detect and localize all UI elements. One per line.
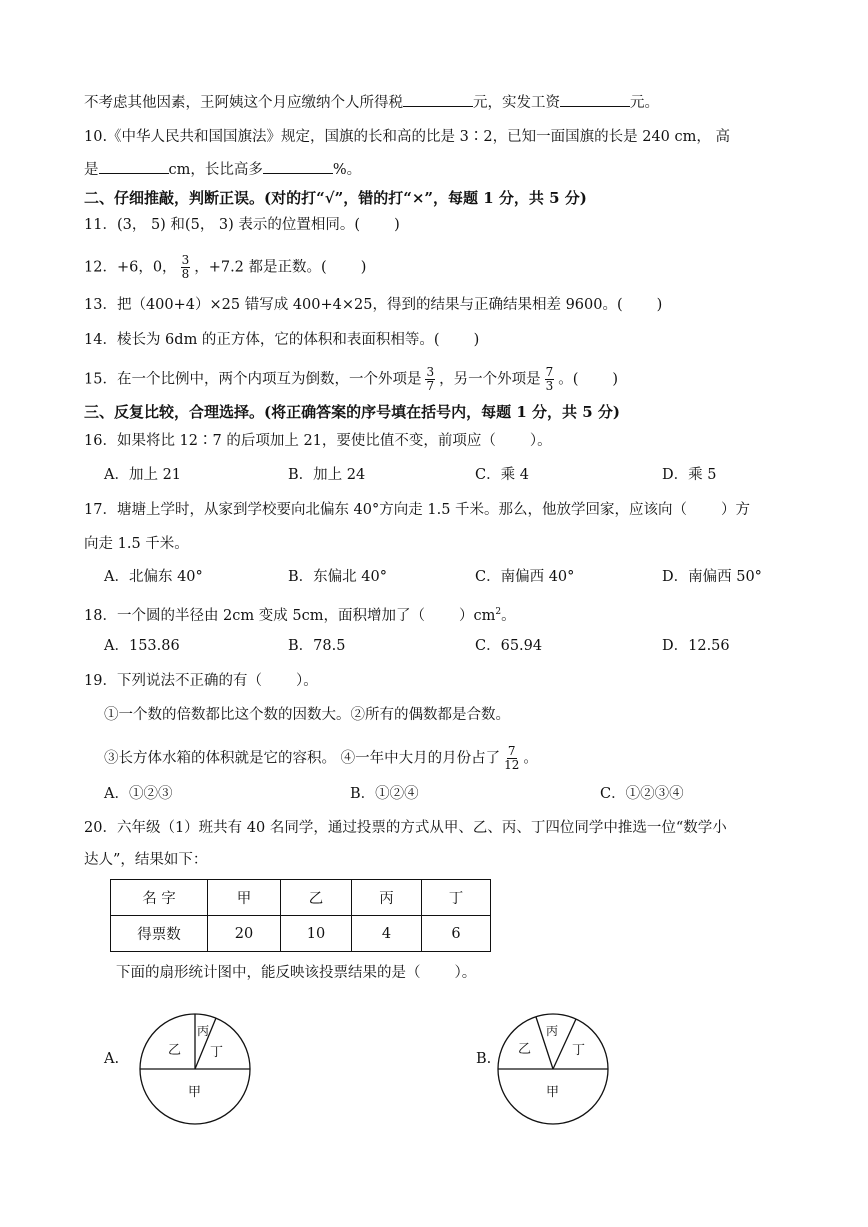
- q18-close: ）cm: [458, 607, 496, 624]
- table-cell: 10: [281, 916, 352, 952]
- q16-option-d[interactable]: D．乘 5: [662, 467, 717, 483]
- q12-close: ): [360, 259, 367, 276]
- q17-line1: [84, 499, 750, 521]
- q20-option-b-label[interactable]: B.: [476, 1051, 492, 1067]
- q9-text-b: 元，实发工资: [473, 95, 560, 111]
- q12-frac-den: 8: [181, 267, 190, 281]
- table-cell: 得票数: [111, 916, 208, 952]
- q13-text: 13．把（400+4）×25 错写成 400+4×25，得到的结果与正确结果相差 9600。(: [84, 297, 623, 313]
- q19-option-c[interactable]: C．①②③④: [600, 786, 684, 802]
- q20-pie-b[interactable]: [496, 1012, 610, 1126]
- pie-b-label: 乙: [518, 1042, 532, 1057]
- q19-close: ）。: [295, 673, 318, 689]
- q20-line2: 达人”，结果如下：: [84, 852, 208, 868]
- q20-question-text: 下面的扇形统计图中，能反映该投票结果的是（: [116, 965, 421, 981]
- q19-fraction: [504, 745, 519, 772]
- q16-option-b[interactable]: B．加上 24: [288, 467, 366, 483]
- table-cell: 名 字: [111, 880, 208, 916]
- q17-line2: 向走 1.5 千米。: [84, 536, 189, 552]
- q11: [84, 214, 400, 236]
- table-cell: 乙: [281, 880, 352, 916]
- q19-s2-text: ③长方体水箱的体积就是它的容积。 ④一年中大月的月份占了: [104, 750, 501, 767]
- q12-fraction: [181, 254, 191, 281]
- q18: [84, 601, 516, 627]
- q19-statement-1: ①一个数的倍数都比这个数的因数大。②所有的偶数都是合数。: [104, 707, 510, 723]
- q15-text-b: ，另一个外项是: [439, 371, 541, 388]
- q10-blank-percent[interactable]: [263, 157, 333, 174]
- pie-a-label: 甲: [188, 1085, 202, 1100]
- q13-close: ): [656, 297, 663, 313]
- pie-a-label: 丙: [197, 1024, 210, 1038]
- q9-blank-salary[interactable]: [560, 90, 630, 107]
- q15-frac1-den: 7: [426, 379, 435, 393]
- table-row: [111, 916, 491, 952]
- q10-text-a: 是: [84, 162, 99, 178]
- q18-end: 。: [501, 607, 516, 624]
- q19-frac-num: 7: [507, 744, 516, 758]
- q10-line1: 10.《中华人民共和国国旗法》规定，国旗的长和高的比是 3∶2，已知一面国旗的长是 240 cm， 高: [84, 129, 730, 145]
- pie-b-label: 甲: [546, 1085, 560, 1100]
- table-cell: 6: [422, 916, 491, 952]
- table-cell: 4: [352, 916, 422, 952]
- pie-a-label: 丁: [210, 1045, 224, 1060]
- q11-close: ): [394, 217, 400, 233]
- q12: [84, 254, 366, 281]
- q9-tail: [84, 90, 659, 114]
- q20-line1: 20．六年级（1）班共有 40 名同学，通过投票的方式从甲、乙、丙、丁四位同学中推选一位“数学小: [84, 820, 727, 836]
- q12-text-b: ，+7.2 都是正数。(: [194, 259, 327, 276]
- pie-b-label: 丙: [546, 1024, 559, 1038]
- q16-close: ）。: [529, 433, 552, 449]
- q20-option-a-label[interactable]: A.: [104, 1051, 120, 1067]
- q10-blank-height[interactable]: [99, 157, 169, 174]
- q10-line2: [84, 157, 361, 181]
- q12-frac-num: 3: [181, 253, 190, 267]
- table-row: [111, 880, 491, 916]
- q19-frac-den: 12: [504, 758, 520, 772]
- q15: [84, 366, 618, 393]
- q18-option-b[interactable]: B．78.5: [288, 638, 346, 654]
- q18-option-a[interactable]: A．153.86: [104, 638, 180, 654]
- q17-text: 17．塘塘上学时，从家到学校要向北偏东 40°方向走 1.5 千米。那么，他放学回家，应该向（: [84, 502, 688, 518]
- q15-fraction-2: [545, 366, 555, 393]
- q14-close: ): [473, 332, 480, 348]
- q12-text-a: 12．+6，0，: [84, 259, 177, 276]
- q20-close: ）。: [454, 965, 477, 981]
- q10-text-c: %。: [332, 162, 362, 178]
- q9-blank-tax[interactable]: [403, 90, 473, 107]
- q9-text-a: 不考虑其他因素，王阿姨这个月应缴纳个人所得税: [84, 95, 403, 111]
- pie-b-label: 丁: [572, 1043, 586, 1058]
- section2-heading: 二、仔细推敲，判断正误。(对的打“√”，错的打“×”，每题 1 分，共 5 分): [84, 189, 587, 207]
- q18-option-c[interactable]: C．65.94: [475, 638, 543, 654]
- q19-statement-2: [104, 745, 538, 772]
- q15-text-a: 15．在一个比例中，两个内项互为倒数，一个外项是: [84, 371, 422, 388]
- q19: [84, 670, 318, 692]
- q17-option-d[interactable]: D．南偏西 50°: [662, 569, 762, 585]
- q19-s2-end: 。: [523, 750, 538, 767]
- q19-option-b[interactable]: B．①②④: [350, 786, 419, 802]
- q18-option-d[interactable]: D．12.56: [662, 638, 730, 654]
- q17-option-b[interactable]: B．东偏北 40°: [288, 569, 387, 585]
- q10-text-b: cm，长比高多: [168, 162, 263, 178]
- q15-fraction-1: [425, 366, 435, 393]
- q16: [84, 430, 552, 452]
- q18-text: 18．一个圆的半径由 2cm 变成 5cm，面积增加了（: [84, 607, 425, 624]
- table-cell: 丙: [352, 880, 422, 916]
- q18-superscript: 2: [495, 607, 502, 617]
- q20-pie-a[interactable]: [138, 1012, 252, 1126]
- q14-text: 14．棱长为 6dm 的正方体，它的体积和表面积相等。(: [84, 332, 440, 348]
- q16-text: 16．如果将比 12∶7 的后项加上 21，要使比值不变，前项应（: [84, 433, 496, 449]
- table-cell: 甲: [208, 880, 281, 916]
- section3-heading: 三、反复比较，合理选择。(将正确答案的序号填在括号内，每题 1 分，共 5 分): [84, 403, 620, 421]
- q16-option-c[interactable]: C．乘 4: [475, 467, 529, 483]
- q15-frac2-den: 3: [545, 379, 554, 393]
- q20-question: [116, 962, 476, 984]
- q17-option-a[interactable]: A．北偏东 40°: [104, 569, 203, 585]
- q14: [84, 329, 479, 351]
- q15-frac1-num: 3: [426, 365, 435, 379]
- q19-option-a[interactable]: A．①②③: [104, 786, 173, 802]
- q16-option-a[interactable]: A．加上 21: [104, 467, 182, 483]
- q17-option-c[interactable]: C．南偏西 40°: [475, 569, 575, 585]
- table-cell: 20: [208, 916, 281, 952]
- q15-close: ): [612, 371, 619, 388]
- table-cell: 丁: [422, 880, 491, 916]
- q15-frac2-num: 7: [545, 365, 554, 379]
- q13: [84, 294, 662, 316]
- q17-close: ）方: [721, 502, 751, 518]
- pie-a-label: 乙: [168, 1043, 182, 1058]
- q11-text: 11．(3， 5) 和(5， 3) 表示的位置相同。(: [84, 217, 361, 233]
- q9-text-c: 元。: [630, 95, 659, 111]
- vote-table: [110, 879, 491, 952]
- q15-text-c: 。(: [558, 371, 579, 388]
- q19-text: 19．下列说法不正确的有（: [84, 673, 262, 689]
